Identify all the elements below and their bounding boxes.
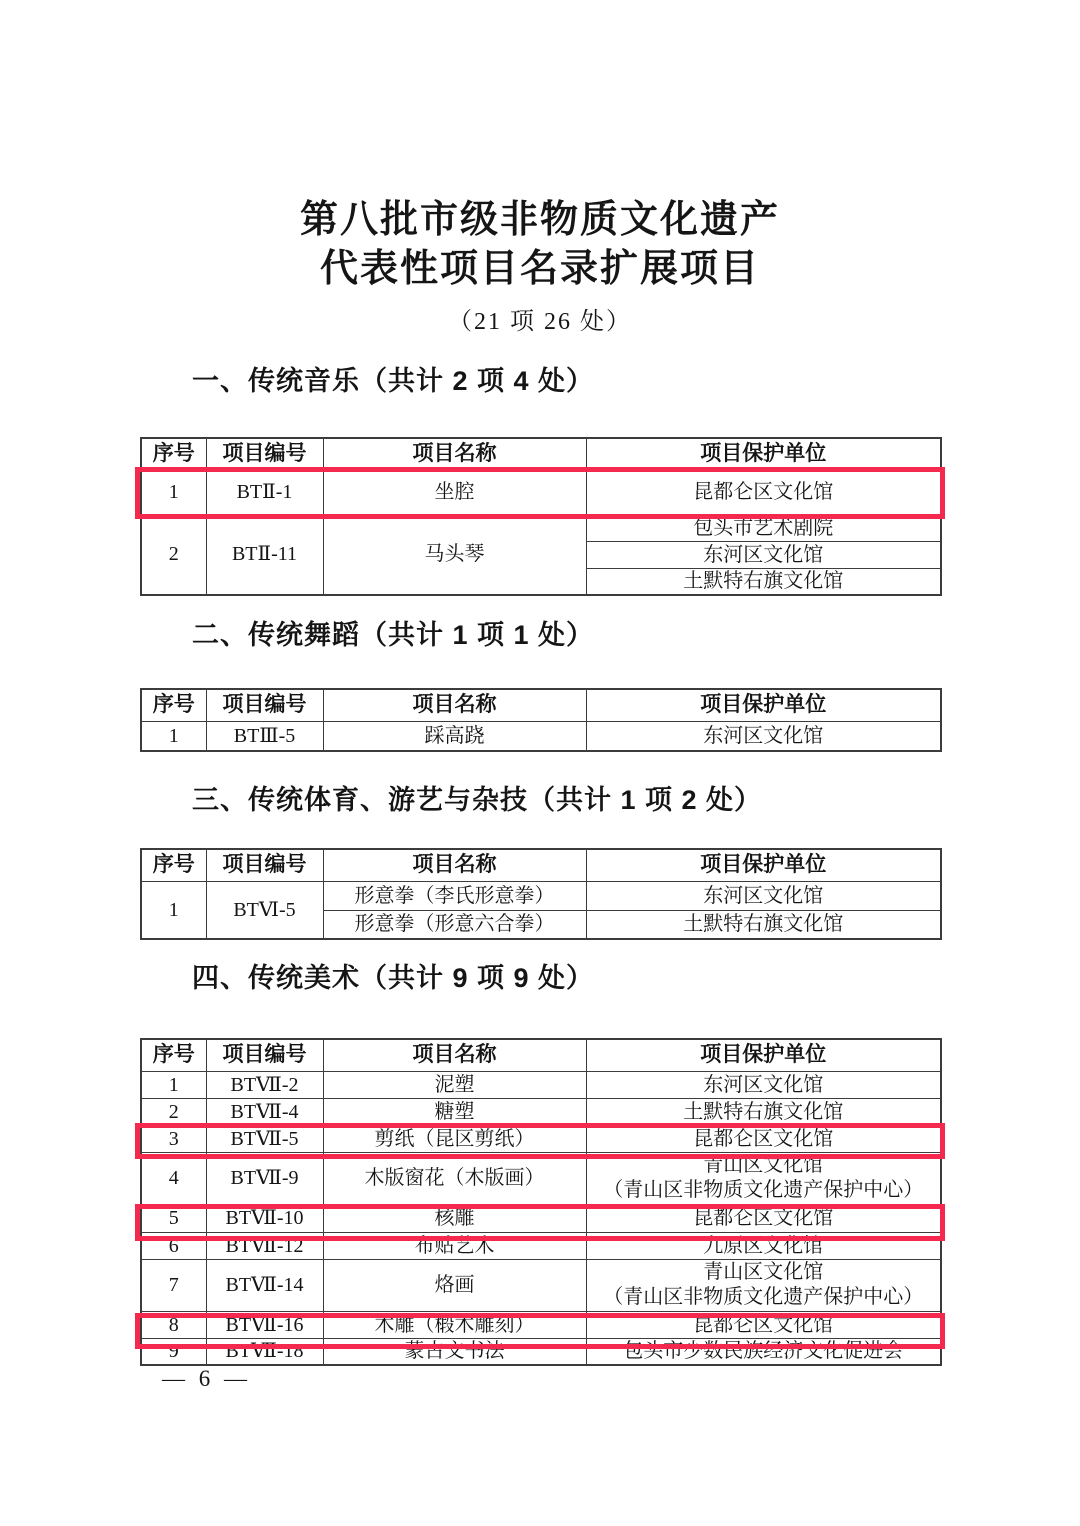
table-traditional-fine-arts (140, 1038, 940, 1366)
cell-no: 9 (141, 1338, 206, 1365)
unit-line-2: （青山区非物质文化遗产保护中心） (603, 1286, 924, 1308)
table-row (141, 1071, 941, 1098)
table-row (141, 470, 941, 514)
column-header-name: 项目名称 (323, 1039, 586, 1071)
cell-code: BTⅥ-5 (206, 881, 323, 939)
cell-code: BTⅦ-10 (206, 1204, 323, 1232)
table-row (141, 514, 941, 541)
column-header-unit: 项目保护单位 (586, 689, 941, 721)
cell-unit: 东河区文化馆 (586, 721, 941, 751)
table-row (141, 1232, 941, 1259)
column-header-no: 序号 (141, 689, 206, 721)
cell-no: 1 (141, 721, 206, 751)
title-line-1: 第八批市级非物质文化遗产 (299, 199, 780, 241)
cell-no: 3 (141, 1125, 206, 1152)
unit-line-2: （青山区非物质文化遗产保护中心） (603, 1179, 924, 1201)
table-traditional-sports (140, 848, 940, 940)
cell-no: 4 (141, 1152, 206, 1204)
cell-code: BTⅢ-5 (206, 721, 323, 751)
cell-no: 2 (141, 1098, 206, 1125)
cell-code: BTⅡ-1 (206, 470, 323, 514)
column-header-unit: 项目保护单位 (586, 1039, 941, 1071)
column-header-name: 项目名称 (323, 849, 586, 881)
document-subtitle: （21 项 26 处） (448, 309, 632, 335)
cell-no: 1 (141, 881, 206, 939)
column-header-no: 序号 (141, 438, 206, 470)
unit-line-1: 青山区文化馆 (703, 1261, 824, 1283)
cell-no: 7 (141, 1259, 206, 1311)
cell-unit: 包头市少数民族经济文化促进会 (586, 1338, 941, 1365)
section-heading-traditional-music: 一、传统音乐（共计 2 项 4 处） (192, 366, 595, 396)
table-row (141, 881, 941, 910)
column-header-code: 项目编号 (206, 849, 323, 881)
cell-no: 5 (141, 1204, 206, 1232)
column-header-no: 序号 (141, 1039, 206, 1071)
cell-name: 剪纸（昆区剪纸） (323, 1125, 586, 1152)
cell-name: 形意拳（李氏形意拳） (323, 881, 586, 910)
cell-code: BTⅦ-16 (206, 1311, 323, 1338)
table-row (141, 1152, 941, 1204)
document-title (0, 196, 1080, 294)
cell-name: 糖塑 (323, 1098, 586, 1125)
cell-name: 蒙古文书法 (323, 1338, 586, 1365)
column-header-name: 项目名称 (323, 438, 586, 470)
table-header-row (141, 438, 941, 470)
cell-no: 8 (141, 1311, 206, 1338)
cell-unit: 昆都仑区文化馆 (586, 1204, 941, 1232)
cell-no: 1 (141, 1071, 206, 1098)
cell-code: BTⅡ-11 (206, 514, 323, 595)
column-header-name: 项目名称 (323, 689, 586, 721)
cell-name: 泥塑 (323, 1071, 586, 1098)
cell-name: 马头琴 (323, 514, 586, 595)
section-heading-traditional-sports: 三、传统体育、游艺与杂技（共计 1 项 2 处） (192, 785, 763, 815)
table-row (141, 1098, 941, 1125)
table-row (141, 1311, 941, 1338)
cell-name: 踩高跷 (323, 721, 586, 751)
cell-no: 1 (141, 470, 206, 514)
cell-code: BTⅦ-2 (206, 1071, 323, 1098)
unit-line-1: 青山区文化馆 (703, 1154, 824, 1176)
table-row (141, 1125, 941, 1152)
cell-unit: 九原区文化馆 (586, 1232, 941, 1259)
table-traditional-dance (140, 688, 940, 752)
cell-code: BTⅦ-4 (206, 1098, 323, 1125)
column-header-unit: 项目保护单位 (586, 438, 941, 470)
page-number: — 6 — (162, 1366, 251, 1391)
cell-name: 坐腔 (323, 470, 586, 514)
table-traditional-music (140, 437, 940, 596)
section-heading-traditional-dance: 二、传统舞蹈（共计 1 项 1 处） (192, 620, 595, 650)
cell-unit: 东河区文化馆 (586, 881, 941, 910)
cell-unit (586, 1259, 941, 1311)
cell-unit: 土默特右旗文化馆 (586, 1098, 941, 1125)
table-row (141, 721, 941, 751)
cell-no: 6 (141, 1232, 206, 1259)
table-header-row (141, 849, 941, 881)
cell-unit: 东河区文化馆 (586, 541, 941, 568)
table-header-row (141, 1039, 941, 1071)
cell-unit: 昆都仑区文化馆 (586, 1125, 941, 1152)
cell-unit: 东河区文化馆 (586, 1071, 941, 1098)
cell-code: BTⅦ-12 (206, 1232, 323, 1259)
table-row (141, 1204, 941, 1232)
column-header-no: 序号 (141, 849, 206, 881)
cell-code: BTⅦ-5 (206, 1125, 323, 1152)
cell-unit (586, 1152, 941, 1204)
cell-unit: 土默特右旗文化馆 (586, 910, 941, 939)
cell-unit: 昆都仑区文化馆 (586, 1311, 941, 1338)
table-row (141, 1259, 941, 1311)
cell-name: 烙画 (323, 1259, 586, 1311)
cell-unit: 包头市艺术剧院 (586, 514, 941, 541)
cell-unit: 昆都仑区文化馆 (586, 470, 941, 514)
cell-name: 布贴艺术 (323, 1232, 586, 1259)
title-line-2: 代表性项目名录扩展项目 (319, 248, 760, 290)
cell-code: BTⅦ-18 (206, 1338, 323, 1365)
column-header-unit: 项目保护单位 (586, 849, 941, 881)
column-header-code: 项目编号 (206, 1039, 323, 1071)
cell-name: 形意拳（形意六合拳） (323, 910, 586, 939)
section-heading-traditional-fine-arts: 四、传统美术（共计 9 项 9 处） (192, 963, 595, 993)
table-header-row (141, 689, 941, 721)
cell-name: 木版窗花（木版画） (323, 1152, 586, 1204)
cell-name: 核雕 (323, 1204, 586, 1232)
column-header-code: 项目编号 (206, 438, 323, 470)
table-row (141, 1338, 941, 1365)
cell-no: 2 (141, 514, 206, 595)
cell-code: BTⅦ-9 (206, 1152, 323, 1204)
column-header-code: 项目编号 (206, 689, 323, 721)
cell-code: BTⅦ-14 (206, 1259, 323, 1311)
cell-name: 木雕（椴木雕刻） (323, 1311, 586, 1338)
cell-unit: 土默特右旗文化馆 (586, 568, 941, 595)
